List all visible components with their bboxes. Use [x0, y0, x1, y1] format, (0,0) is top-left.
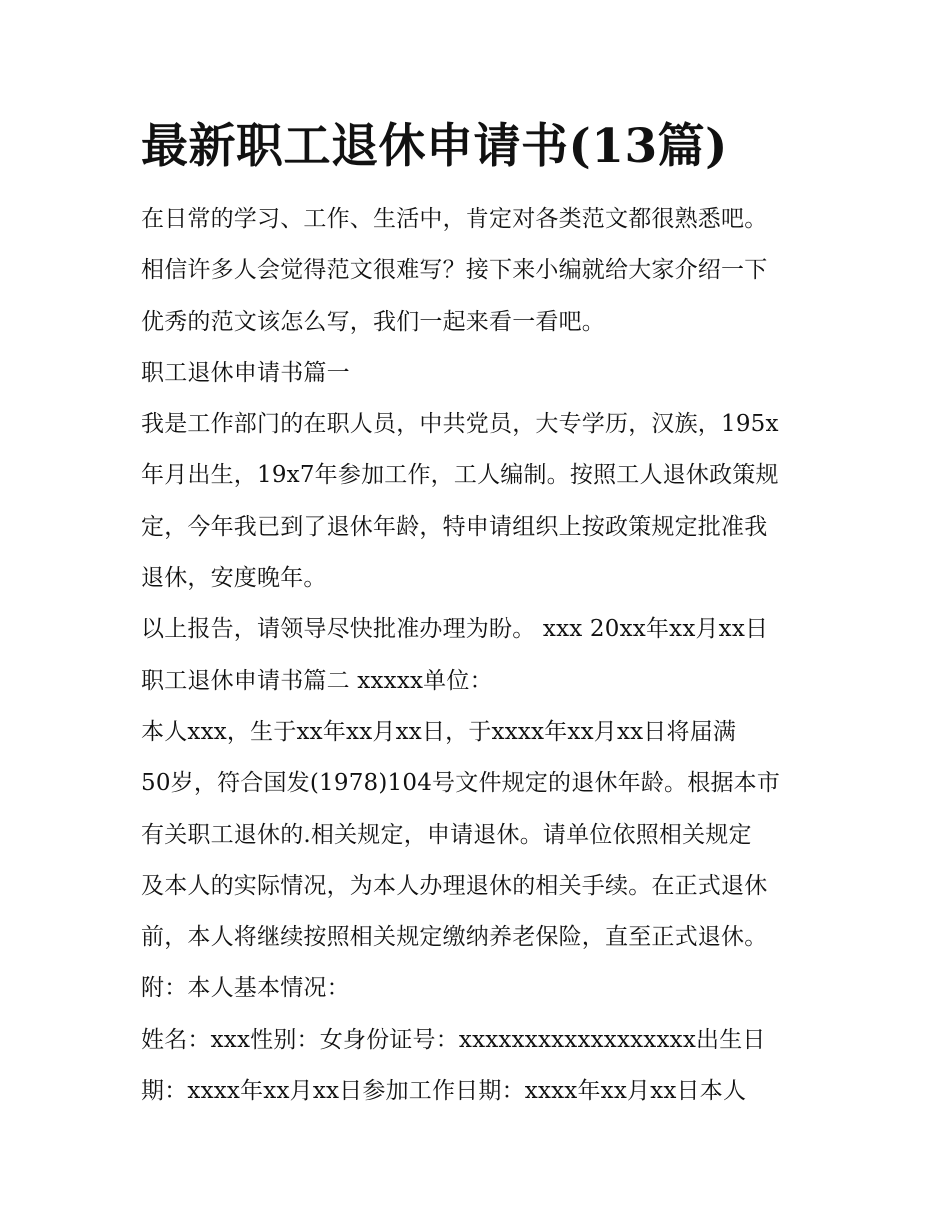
document-body — [141, 194, 821, 1117]
document-page — [141, 112, 821, 1117]
section-heading-1: 职工退休申请书篇一 — [141, 359, 350, 386]
body-line-14: 及本人的实际情况，为本人办理退休的相关手续。在正式退休 — [141, 872, 768, 899]
body-line-18: 期：xxxx年xx月xx日参加工作日期：xxxx年xx月xx日本人 — [141, 1078, 747, 1105]
body-line-12: 50岁，符合国发(1978)104号文件规定的退休年龄。根据本市 — [141, 770, 781, 797]
section-heading-2: 职工退休申请书篇二 xxxxx单位： — [141, 667, 493, 694]
body-line-9: 以上报告，请领导尽快批准办理为盼。 xxx 20xx年xx月xx日 — [141, 616, 769, 643]
body-line-8: 退休，安度晚年。 — [141, 565, 327, 592]
body-line-2: 相信许多人会觉得范文很难写？接下来小编就给大家介绍一下 — [141, 257, 768, 284]
body-line-15: 前，本人将继续按照相关规定缴纳养老保险，直至正式退休。 — [141, 924, 768, 951]
body-line-6: 年月出生，19x7年参加工作，工人编制。按照工人退休政策规 — [141, 462, 779, 489]
body-line-16: 附：本人基本情况： — [141, 975, 350, 1002]
body-line-1: 在日常的学习、工作、生活中，肯定对各类范文都很熟悉吧。 — [141, 206, 768, 232]
body-line-7: 定，今年我已到了退休年龄，特申请组织上按政策规定批准我 — [141, 513, 768, 540]
document-title: 最新职工退休申请书(13篇) — [141, 119, 728, 174]
body-line-11: 本人xxx，生于xx年xx月xx日，于xxxx年xx月xx日将届满 — [141, 718, 737, 745]
body-line-13: 有关职工退休的.相关规定，申请退休。请单位依照相关规定 — [141, 821, 752, 848]
body-line-5: 我是工作部门的在职人员，中共党员，大专学历，汉族，195x — [141, 411, 779, 438]
body-line-17: 姓名：xxx性别：女身份证号：xxxxxxxxxxxxxxxxxx出生日 — [141, 1026, 766, 1053]
body-line-3: 优秀的范文该怎么写，我们一起来看一看吧。 — [141, 308, 605, 335]
